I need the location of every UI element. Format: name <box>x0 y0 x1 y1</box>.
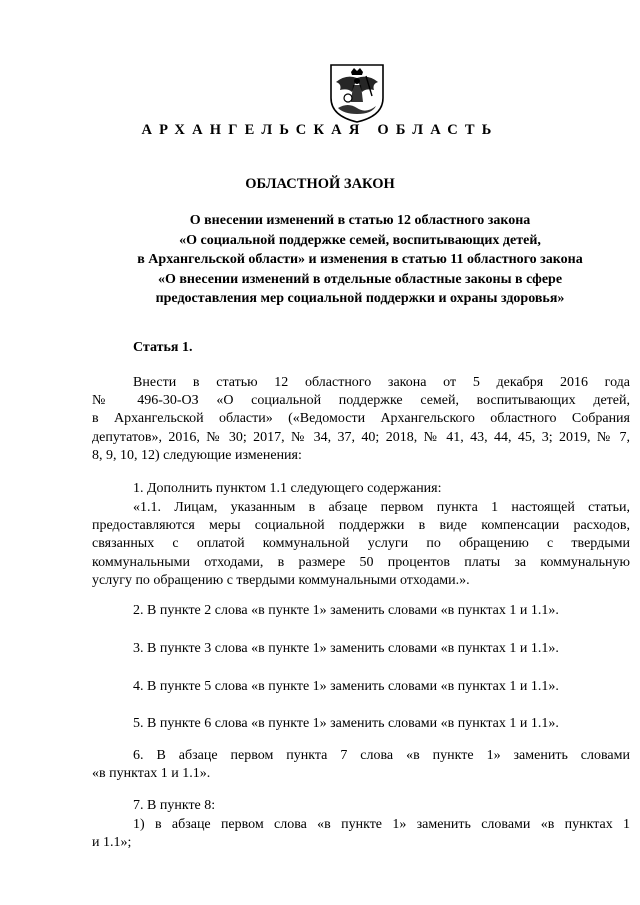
document-type: ОБЛАСТНОЙ ЗАКОН <box>245 176 395 192</box>
item-3: 3. В пункте 3 слова «в пункте 1» заменить словами «в пунктах 1 и 1.1». <box>133 641 559 656</box>
item-1-title: 1. Дополнить пунктом 1.1 следующего содержания: <box>133 481 442 496</box>
coat-of-arms-icon <box>328 62 386 124</box>
paragraph-line: 6. В абзаце первом пункта 7 слова «в пункте 1» заменить словами <box>133 748 630 763</box>
paragraph-line: связанных с оплатой коммунальной услуги по обращению с твердыми <box>92 536 630 552</box>
law-title-line: «О социальной поддержке семей, воспитывающих детей, <box>179 232 541 248</box>
item-4: 4. В пункте 5 слова «в пункте 1» заменить словами «в пунктах 1 и 1.1». <box>133 679 559 694</box>
article-heading: Статья 1. <box>133 340 193 355</box>
item-2: 2. В пункте 2 слова «в пункте 1» заменить словами «в пунктах 1 и 1.1». <box>133 603 559 618</box>
paragraph-line: «в пунктах 1 и 1.1». <box>92 766 211 782</box>
paragraph-line: 1) в абзаце первом слова «в пункте 1» заменить словами «в пунктах 1 <box>133 817 630 832</box>
paragraph-line: предоставляются меры социальной поддержки в виде компенсации расходов, <box>92 518 630 534</box>
item-7-subitem-1 <box>92 816 630 852</box>
paragraph-line: услугу по обращению с твердыми коммунальными отходами.». <box>92 572 470 588</box>
law-title-line: О внесении изменений в статью 12 областного закона <box>189 213 531 228</box>
law-title-line: предоставления мер социальной поддержки и охраны здоровья» <box>155 291 565 306</box>
item-5: 5. В пункте 6 слова «в пункте 1» заменить словами «в пунктах 1 и 1.1». <box>133 716 559 731</box>
law-title-line: в Архангельской области» и изменения в статью 11 областного закона <box>137 252 583 267</box>
item-1-quote <box>92 499 630 590</box>
law-title <box>90 211 630 309</box>
article-intro <box>92 374 630 465</box>
paragraph-line: депутатов», 2016, № 30; 2017, № 34, 37, 40; 2018, № 41, 43, 44, 45, 3; 2019, № 7, <box>92 429 630 445</box>
law-title-line: «О внесении изменений в отдельные областные законы в сфере <box>157 271 563 287</box>
paragraph-line: 8, 9, 10, 12) следующие изменения: <box>92 447 302 463</box>
item-7-title: 7. В пункте 8: <box>133 798 216 813</box>
paragraph-line: и 1.1»; <box>92 835 132 851</box>
paragraph-line: в Архангельской области» («Ведомости Архангельского областного Собрания <box>92 411 630 427</box>
region-name: АРХАНГЕЛЬСКАЯ ОБЛАСТЬ <box>141 122 499 138</box>
item-6 <box>92 747 630 783</box>
paragraph-line: № 496-30-ОЗ «О социальной поддержке семей, воспитывающих детей, <box>92 393 630 409</box>
paragraph-line: Внести в статью 12 областного закона от 5 декабря 2016 года <box>133 375 630 390</box>
paragraph-line: коммунальными отходами, в размере 50 процентов платы за коммунальную <box>92 554 630 570</box>
paragraph-line: «1.1. Лицам, указанным в абзаце первом пункта 1 настоящей статьи, <box>133 500 630 515</box>
